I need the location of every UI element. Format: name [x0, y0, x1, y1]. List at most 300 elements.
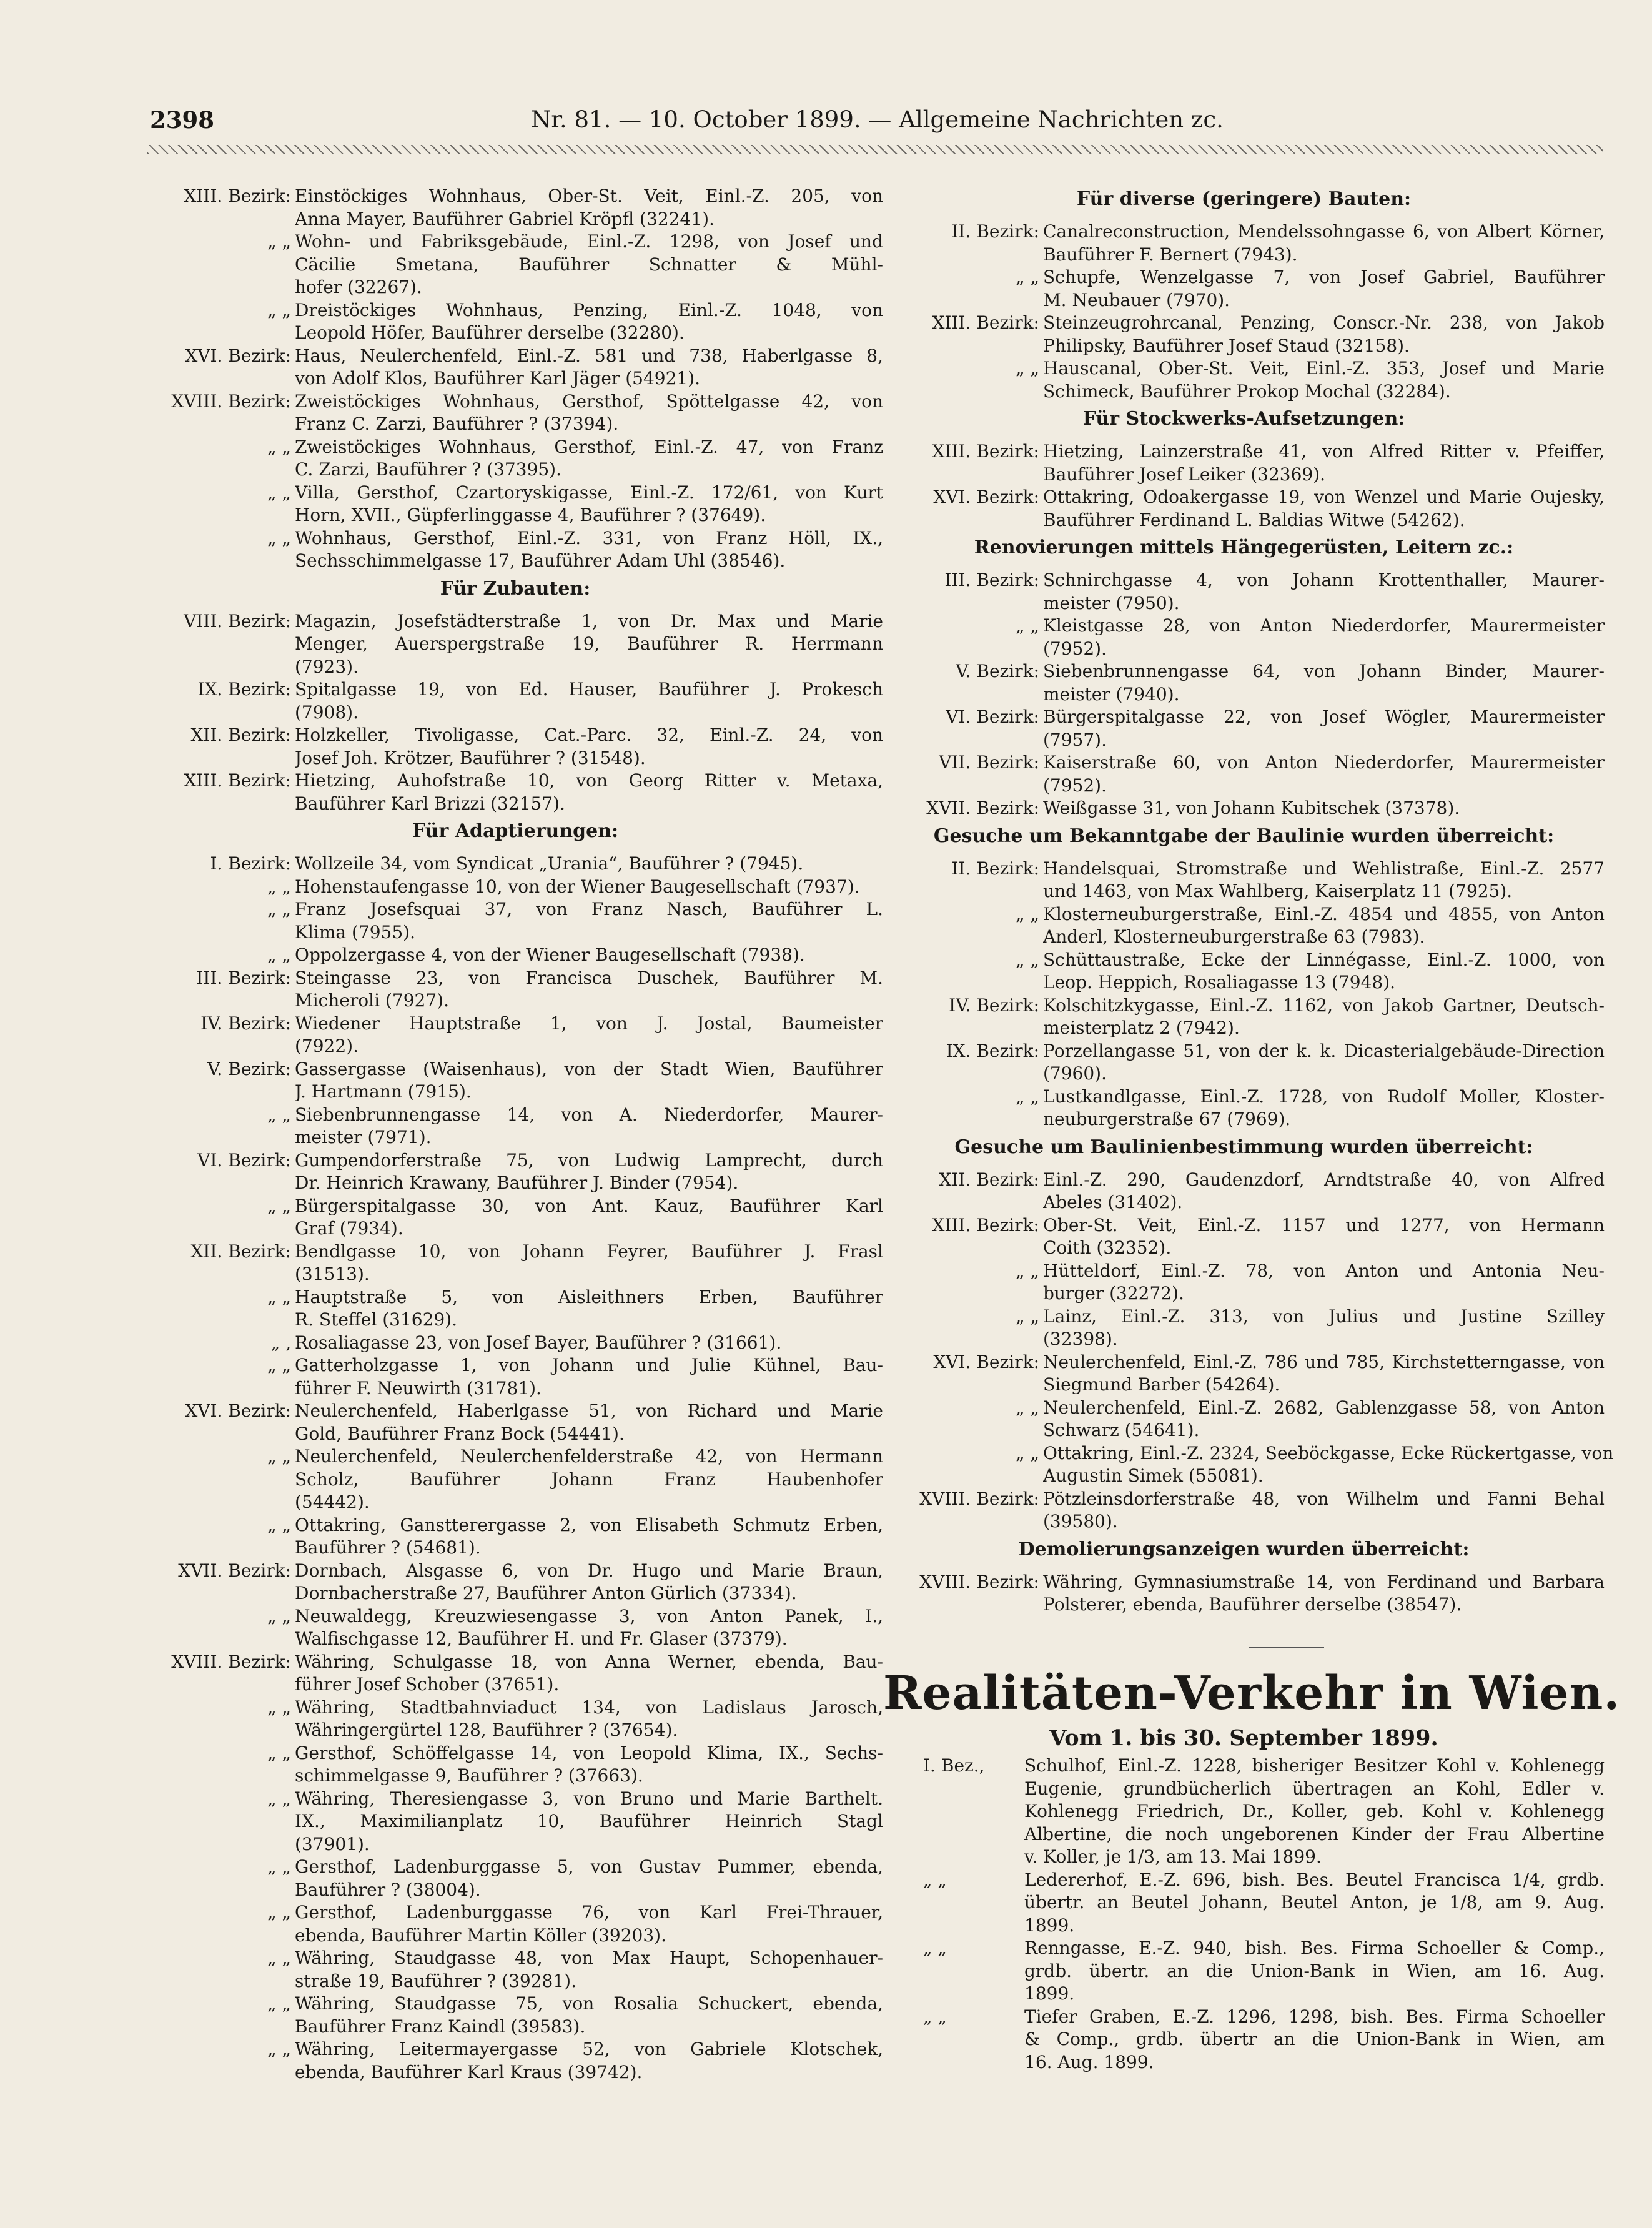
district-label: IX. Bezirk: — [946, 1040, 1039, 1061]
text-line: (7952). — [1043, 775, 1107, 796]
text-line: Leop. Heppich, Rosaliagasse 13 (7948). — [1043, 972, 1396, 993]
entry — [147, 876, 883, 899]
text-line: meisterplatz 2 (7942). — [1043, 1017, 1240, 1038]
district-label: III. Bezirk: — [196, 967, 291, 988]
left-column — [147, 185, 883, 2084]
text-line: (7957). — [1043, 729, 1107, 750]
entry — [883, 266, 1605, 312]
entry — [883, 706, 1605, 751]
text-line: straße 19, Bauführer ? (39281). — [295, 1970, 577, 1991]
text-line: Anna Mayer, Bauführer Gabriel Kröpfl (32241). — [295, 208, 715, 229]
entry-text — [295, 1149, 883, 1195]
text-line: Magazin, Josefstädterstraße 1, von Dr. Max und Marie — [295, 610, 883, 631]
text-line: Schwarz (54641). — [1043, 1420, 1200, 1440]
text-line: Bendlgasse 10, von Johann Feyrer, Bauführer J. Frasl — [295, 1240, 883, 1262]
text-line: Menger, Auerspergstraße 19, Bauführer R. Herrmann — [295, 633, 883, 654]
text-line: (32398). — [1043, 1329, 1118, 1349]
entry — [147, 527, 883, 573]
entry — [883, 797, 1605, 820]
entry-text — [1043, 751, 1605, 797]
text-line: führer Josef Schober (37651). — [295, 1674, 560, 1695]
text-line: Dornbach, Alsgasse 6, von Dr. Hugo und Marie Braun, — [295, 1560, 883, 1581]
right-column — [883, 183, 1614, 1617]
entry-text — [295, 299, 883, 345]
district-label: „ „ — [267, 527, 291, 548]
text-line: Anderl, Klosterneuburgerstraße 63 (7983). — [1043, 926, 1425, 947]
text-line: Hohenstaufengasse 10, von der Wiener Baugesellschaft (7937). — [295, 876, 860, 897]
district-label: XIII. Bezirk: — [932, 441, 1039, 462]
entry — [883, 1214, 1605, 1260]
district-label: XII. Bezirk: — [939, 1169, 1039, 1190]
district-label: „ „ — [267, 1902, 291, 1923]
entry-text — [295, 1947, 883, 1993]
text-line: von Adolf Klos, Bauführer Karl Jäger (54921). — [295, 368, 701, 389]
entry-text — [295, 1104, 883, 1149]
text-line: Graf (7934). — [295, 1218, 403, 1239]
district-label: XVII. Bezirk: — [926, 798, 1039, 818]
text-line: Philipsky, Bauführer Josef Staud (32158). — [1043, 335, 1410, 356]
district-label: II. Bezirk: — [951, 221, 1039, 242]
text-line: Siebenbrunnengasse 14, von A. Niederdorfer, Maurer- — [295, 1104, 883, 1125]
entry-text — [1043, 660, 1605, 706]
entry — [147, 1149, 883, 1195]
entry — [883, 569, 1605, 615]
entry — [147, 1993, 883, 2038]
entry — [147, 1947, 883, 1993]
entry — [147, 1104, 883, 1149]
district-label: IV. Bezirk: — [949, 994, 1039, 1016]
entry-text — [1043, 440, 1605, 486]
district-label: „ „ — [267, 1104, 291, 1125]
text-line: Schupfe, Wenzelgasse 7, von Josef Gabriel, Bauführer — [1043, 267, 1605, 287]
entry-text — [295, 724, 883, 770]
entry-text — [1043, 1305, 1605, 1351]
entry — [147, 1286, 883, 1332]
entry — [147, 853, 883, 876]
text-line: meister (7971). — [295, 1127, 432, 1147]
district-label: XIII. Bezirk: — [184, 186, 291, 206]
text-line: Ober-St. Veit, Einl.-Z. 1157 und 1277, von Hermann — [1043, 1214, 1605, 1235]
district-label: „ „ — [267, 1993, 291, 2014]
text-line: Canalreconstruction, Mendelssohngasse 6, von Albert Körner, — [1043, 221, 1605, 242]
district-label: „ „ — [267, 482, 291, 503]
text-line: Währing, Schulgasse 18, von Anna Werner, ebenda, Bau- — [295, 1651, 883, 1672]
text-line: Gassergasse (Waisenhaus), von der Stadt Wien, Bauführer — [295, 1058, 883, 1079]
entry — [883, 660, 1605, 706]
text-line: (7908). — [295, 701, 359, 723]
district-label: XVIII. Bezirk: — [919, 1488, 1039, 1509]
text-line: Eugenie, grundbücherlich übertragen an Kohl, Edler v. — [1024, 1778, 1605, 1799]
text-line: Bauführer Josef Leiker (32369). — [1043, 463, 1326, 485]
text-line: Währing, Theresiengasse 3, von Bruno und Marie Barthelt. — [295, 1788, 883, 1809]
text-line: Sechsschimmelgasse 17, Bauführer Adam Uhl (38546). — [295, 550, 786, 571]
entry — [883, 1305, 1605, 1351]
entry — [883, 1488, 1605, 1533]
page-number: 2398 — [150, 106, 214, 134]
entry-text — [1043, 1040, 1605, 1086]
district-label: „ „ — [267, 1286, 291, 1307]
entry — [147, 345, 883, 390]
entry — [147, 2038, 883, 2084]
text-line: Oppolzergasse 4, von der Wiener Baugesellschaft (7938). — [295, 944, 805, 965]
text-line: Pötzleinsdorferstraße 48, von Wilhelm und Fanni Behal — [1043, 1488, 1605, 1509]
entry — [147, 1514, 883, 1560]
district-label: „ „ — [267, 876, 291, 897]
text-line: Lustkandlgasse, Einl.-Z. 1728, von Rudolf Moller, Kloster- — [1043, 1086, 1605, 1107]
entry-text — [295, 1058, 883, 1104]
text-line: 1899. — [1024, 1914, 1075, 1936]
entry — [147, 482, 883, 527]
district-label: „ „ — [267, 2039, 291, 2059]
text-line: Zweistöckiges Wohnhaus, Gersthof, Einl.-Z. 47, von Franz — [295, 436, 883, 457]
entry — [147, 1400, 883, 1445]
entry-text — [1043, 1214, 1605, 1260]
entry-text — [1043, 949, 1605, 994]
entry — [147, 299, 883, 345]
text-line: Ottakring, Ganstterergasse 2, von Elisabeth Schmutz Erben, — [295, 1514, 883, 1535]
text-line: Gersthof, Schöffelgasse 14, von Leopold Klima, IX., Sechs- — [295, 1742, 883, 1763]
text-line: Coith (32352). — [1043, 1237, 1172, 1258]
entry — [883, 751, 1605, 797]
entry-text — [295, 1240, 883, 1286]
text-line: Polsterer, ebenda, Bauführer derselbe (38547). — [1043, 1594, 1462, 1615]
district-label: „ „ — [923, 2006, 947, 2027]
entry — [883, 1260, 1605, 1305]
district-label: II. Bezirk: — [951, 858, 1039, 879]
entry-text — [1024, 1937, 1605, 2006]
text-line: Kohlenegg Friedrich, Dr., Koller, geb. Kohl v. Kohlenegg — [1024, 1801, 1605, 1821]
entry — [147, 230, 883, 299]
entry-text — [1043, 1488, 1605, 1533]
entry — [883, 949, 1605, 994]
text-line: Wohn- und Fabriksgebäude, Einl.-Z. 1298, von Josef und — [295, 231, 883, 252]
text-line: Augustin Simek (55081). — [1043, 1465, 1264, 1486]
realitaeten-section — [883, 1665, 1621, 2074]
entry-text — [295, 1788, 883, 1856]
district-label: I. Bez., — [923, 1755, 985, 1776]
district-label: XVII. Bezirk: — [178, 1560, 291, 1581]
entry — [147, 1788, 883, 1856]
text-line: Zweistöckiges Wohnhaus, Gersthof, Spöttelgasse 42, von — [295, 390, 883, 412]
text-line: Porzellangasse 51, von der k. k. Dicasterialgebäude-Direction — [1043, 1040, 1605, 1061]
text-line: Haus, Neulerchenfeld, Einl.-Z. 581 und 738, Haberlgasse 8, — [295, 345, 883, 366]
entry — [883, 1571, 1605, 1617]
text-line: (7952). — [1043, 638, 1107, 659]
entry-text — [295, 1560, 883, 1605]
entry — [883, 1869, 1605, 1938]
entry — [147, 1856, 883, 1901]
entry-text — [295, 1605, 883, 1651]
district-label: III. Bezirk: — [944, 570, 1039, 590]
text-line: (54442). — [295, 1492, 370, 1512]
text-line: ebenda, Bauführer Karl Kraus (39742). — [295, 2061, 643, 2082]
entry-text — [1043, 486, 1605, 532]
entry-text — [295, 2038, 883, 2084]
text-line: (31513). — [295, 1264, 370, 1284]
entry — [883, 2006, 1605, 2074]
text-line: (39580). — [1043, 1511, 1118, 1532]
text-line: Hütteldorf, Einl.-Z. 78, von Anton und Antonia Neu- — [1043, 1260, 1605, 1281]
entry-text — [295, 482, 883, 527]
district-label: „ „ — [267, 231, 291, 252]
entry-text — [1043, 994, 1605, 1040]
text-line: Bauführer ? (38004). — [295, 1879, 481, 1900]
entry — [147, 724, 883, 770]
entry — [147, 1332, 883, 1355]
text-line: Neulerchenfeld, Haberlgasse 51, von Richard und Marie — [295, 1400, 883, 1421]
entry-text — [1043, 266, 1605, 312]
header-rule — [147, 145, 1603, 154]
district-label: „ „ — [267, 1856, 291, 1877]
text-line: Wohnhaus, Gersthof, Einl.-Z. 331, von Franz Höll, IX., — [295, 527, 883, 548]
entry — [883, 994, 1605, 1040]
text-line: Schüttaustraße, Ecke der Linnégasse, Einl.-Z. 1000, von — [1043, 949, 1605, 970]
entry — [147, 1445, 883, 1514]
district-label: „ „ — [1016, 1260, 1039, 1281]
entry — [883, 1040, 1605, 1086]
text-line: grdb. übertr. an die Union-Bank in Wien, am 16. Aug. — [1024, 1960, 1605, 1981]
text-line: Klima (7955). — [295, 921, 415, 943]
text-line: R. Steffel (31629). — [295, 1309, 458, 1330]
entry-text — [295, 1286, 883, 1332]
entry — [883, 858, 1605, 903]
section-heading: Gesuche um Bekanntgabe der Baulinie wurden überreicht: — [933, 824, 1555, 847]
district-label: XVI. Bezirk: — [933, 487, 1039, 507]
text-line: Einl.-Z. 290, Gaudenzdorf, Arndtstraße 40, von Alfred — [1043, 1169, 1605, 1190]
text-line: Ottakring, Odoakergasse 19, von Wenzel und Marie Oujesky, — [1043, 487, 1605, 507]
text-line: Währing, Staudgasse 75, von Rosalia Schuckert, ebenda, — [295, 1993, 883, 2014]
entry — [147, 1058, 883, 1104]
text-line: übertr. an Beutel Johann, Beutel Anton, je 1/8, am 9. Aug. — [1024, 1892, 1605, 1913]
entry-text — [1024, 2006, 1605, 2074]
text-line: Ottakring, Einl.-Z. 2324, Seeböckgasse, Ecke Rückertgasse, von — [1043, 1442, 1614, 1463]
text-line: (7960). — [1043, 1063, 1107, 1084]
text-line: Hauptstraße 5, von Aisleithners Erben, Bauführer — [295, 1286, 883, 1307]
entry-text — [295, 1013, 883, 1058]
text-line: v. Koller, je 1/3, am 13. Mai 1899. — [1024, 1846, 1322, 1867]
text-line: Gold, Bauführer Franz Bock (54441). — [295, 1423, 625, 1444]
entry-text — [295, 1696, 883, 1742]
entry — [147, 944, 883, 967]
text-line: Neulerchenfeld, Einl.-Z. 2682, Gablenzgasse 58, von Anton — [1043, 1397, 1605, 1418]
text-line: Rosaliagasse 23, von Josef Bayer, Bauführer ? (31661). — [295, 1332, 782, 1353]
entry — [147, 1605, 883, 1651]
entry-text — [1043, 706, 1605, 751]
section-heading: Für diverse (geringere) Bauten: — [1076, 188, 1412, 210]
text-line: meister (7950). — [1043, 592, 1180, 613]
entry-text — [295, 1514, 883, 1560]
entry-text — [295, 1354, 883, 1400]
entry-text — [295, 527, 883, 573]
text-line: Bürgerspitalgasse 22, von Josef Wögler, Maurermeister — [1043, 706, 1605, 727]
entry — [147, 390, 883, 436]
entry-text — [295, 345, 883, 390]
text-line: Walfischgasse 12, Bauführer H. und Fr. Glaser (37379). — [295, 1628, 788, 1649]
text-line: Währing, Leitermayergasse 52, von Gabriele Klotschek, — [295, 2039, 883, 2059]
text-line: Albertine, die noch ungeborenen Kinder der Frau Albertine — [1024, 1823, 1605, 1844]
text-line: Ledererhof, E.-Z. 696, bish. Bes. Beutel Francisca 1/4, grdb. — [1024, 1869, 1605, 1890]
entry-text — [1043, 903, 1605, 949]
entry-text — [295, 436, 883, 482]
entry-text — [295, 1400, 883, 1445]
text-line: Kleistgasse 28, von Anton Niederdorfer, Maurermeister — [1043, 615, 1605, 636]
district-label: VI. Bezirk: — [946, 706, 1039, 727]
text-line: Josef Joh. Krötzer, Bauführer ? (31548). — [295, 747, 646, 768]
realitaeten-subtitle: Vom 1. bis 30. September 1899. — [1049, 1725, 1438, 1751]
entry-text — [295, 876, 883, 899]
text-line: Neulerchenfeld, Einl.-Z. 786 und 785, Kirchstetterngasse, von — [1043, 1351, 1605, 1372]
text-line: Hauscanal, Ober-St. Veit, Einl.-Z. 353, Josef und Marie — [1043, 358, 1605, 379]
text-line: Gersthof, Ladenburggasse 5, von Gustav Pummer, ebenda, — [295, 1856, 883, 1877]
text-line: Schimeck, Bauführer Prokop Mochal (32284). — [1043, 380, 1451, 402]
entry — [147, 770, 883, 815]
district-label: „ „ — [1016, 949, 1039, 970]
text-line: Dr. Heinrich Krawany, Bauführer J. Binder (7954). — [295, 1172, 739, 1193]
text-line: hofer (32267). — [295, 277, 422, 297]
entry-text — [1043, 1169, 1605, 1214]
text-line: Einstöckiges Wohnhaus, Ober-St. Veit, Einl.-Z. 205, von — [295, 186, 883, 206]
text-line: Siebenbrunnengasse 64, von Johann Binder, Maurer- — [1043, 661, 1605, 681]
text-line: und 1463, von Max Wahlberg, Kaiserplatz 11 (7925). — [1043, 881, 1513, 901]
district-label: VII. Bezirk: — [939, 752, 1039, 773]
text-line: (37901). — [295, 1833, 370, 1854]
entry — [147, 610, 883, 679]
district-label: „ „ — [267, 1605, 291, 1626]
district-label: XIII. Bezirk: — [932, 1214, 1039, 1235]
district-label: XII. Bezirk: — [190, 725, 291, 745]
text-line: Scholz, Bauführer Johann Franz Haubenhofer — [295, 1468, 883, 1490]
entry — [883, 1937, 1605, 2006]
text-line: Kaiserstraße 60, von Anton Niederdorfer, Maurermeister — [1043, 752, 1605, 773]
text-line: Neuwaldegg, Kreuzwiesengasse 3, von Anton Panek, I., — [295, 1605, 883, 1626]
entry-text — [295, 610, 883, 679]
district-label: „ „ — [1016, 615, 1039, 636]
text-line: Bürgerspitalgasse 30, von Ant. Kauz, Bauführer Karl — [295, 1195, 883, 1216]
section-separator — [1249, 1647, 1324, 1648]
text-line: Wiedener Hauptstraße 1, von J. Jostal, Baumeister — [295, 1013, 883, 1034]
entry — [883, 1351, 1605, 1397]
text-line: Spitalgasse 19, von Ed. Hauser, Bauführer J. Prokesch — [295, 679, 883, 700]
entry — [147, 1354, 883, 1400]
district-label: „ „ — [267, 1742, 291, 1763]
entry-text — [1043, 220, 1605, 266]
entry-text — [295, 770, 883, 815]
entry-text — [1043, 1260, 1605, 1305]
text-line: Bauführer Ferdinand L. Baldias Witwe (54262). — [1043, 509, 1465, 530]
text-line: M. Neubauer (7970). — [1043, 289, 1230, 310]
text-line: Bauführer ? (54681). — [295, 1537, 481, 1558]
entry-text — [1043, 858, 1605, 903]
entry-text — [1043, 1571, 1605, 1617]
district-label: XII. Bezirk: — [190, 1240, 291, 1262]
district-label: XVIII. Bezirk: — [171, 1651, 291, 1672]
entry-text — [295, 678, 883, 724]
district-label: „ „ — [267, 1948, 291, 1968]
entry-text — [295, 853, 883, 876]
entry — [883, 312, 1605, 357]
district-label: „ „ — [1016, 1442, 1039, 1463]
entry-text — [295, 185, 883, 230]
entry — [883, 903, 1605, 949]
text-line: führer F. Neuwirth (31781). — [295, 1377, 542, 1399]
entry — [147, 967, 883, 1013]
district-label: „ „ — [1016, 1086, 1039, 1107]
district-label: „ ‚ — [270, 1332, 291, 1353]
entry-text — [295, 898, 883, 944]
entry-text — [295, 1856, 883, 1901]
text-line: neuburgerstraße 67 (7969). — [1043, 1109, 1291, 1129]
entry — [147, 1651, 883, 1696]
text-line: Währingergürtel 128, Bauführer ? (37654). — [295, 1720, 678, 1740]
entry-text — [1043, 1351, 1605, 1397]
text-line: Weißgasse 31, von Johann Kubitschek (37378). — [1043, 798, 1460, 818]
entry-text — [1043, 1086, 1605, 1131]
entry — [147, 898, 883, 944]
text-line: Villa, Gersthof, Czartoryskigasse, Einl.-Z. 172/61, von Kurt — [295, 482, 883, 503]
text-line: Siegmund Barber (54264). — [1043, 1374, 1280, 1395]
entry — [883, 615, 1605, 660]
district-label: „ „ — [923, 1938, 947, 1958]
text-line: Hietzing, Auhofstraße 10, von Georg Ritter v. Metaxa, — [295, 770, 883, 791]
entry — [883, 486, 1605, 532]
entry-text — [1024, 1755, 1605, 1869]
district-label: „ „ — [1016, 267, 1039, 287]
district-label: „ „ — [1016, 1305, 1039, 1327]
entry — [883, 1169, 1605, 1214]
text-line: Dornbacherstraße 27, Bauführer Anton Gürlich (37334). — [295, 1583, 797, 1603]
district-label: XVI. Bezirk: — [185, 1400, 291, 1421]
district-label: „ „ — [1016, 1397, 1039, 1418]
text-line: Gersthof, Ladenburggasse 76, von Karl Frei-Thrauer, — [295, 1902, 883, 1923]
text-line: Dreistöckiges Wohnhaus, Penzing, Einl.-Z. 1048, von — [295, 299, 883, 320]
text-line: C. Zarzi, Bauführer ? (37395). — [295, 459, 561, 480]
entry — [883, 440, 1605, 486]
entry-text — [295, 1742, 883, 1788]
district-label: V. Bezirk: — [956, 661, 1039, 681]
text-line: Schnirchgasse 4, von Johann Krottenthaller, Maurer- — [1043, 570, 1605, 590]
district-label: XVI. Bezirk: — [933, 1351, 1039, 1372]
text-line: Steingasse 23, von Francisca Duschek, Bauführer M. — [295, 967, 883, 988]
district-label: „ „ — [1016, 358, 1039, 379]
district-label: „ „ — [267, 1788, 291, 1809]
section-heading: Für Stockwerks-Aufsetzungen: — [1082, 408, 1405, 430]
entry — [883, 1397, 1605, 1442]
entry-text — [295, 1651, 883, 1696]
entry — [147, 1240, 883, 1286]
text-line: Klosterneuburgerstraße, Einl.-Z. 4854 und 4855, von Anton — [1043, 903, 1605, 924]
district-label: „ „ — [267, 1446, 291, 1467]
entry-text — [1043, 357, 1605, 403]
entry — [147, 1742, 883, 1788]
entry-text — [295, 1195, 883, 1240]
district-label: „ „ — [923, 1869, 947, 1890]
entry — [147, 1013, 883, 1058]
realitaeten-entries — [883, 1755, 1605, 2074]
entry — [883, 1442, 1614, 1488]
district-label: VI. Bezirk: — [197, 1149, 291, 1171]
text-line: Bauführer Karl Brizzi (32157). — [295, 793, 565, 814]
section-heading: Demolierungsanzeigen wurden überreicht: — [1018, 1538, 1470, 1560]
entry-text — [295, 390, 883, 436]
district-label: IX. Bezirk: — [197, 679, 291, 700]
running-title: Nr. 81. — 10. October 1899. — Allgemeine Nachrichten zc. — [531, 106, 1224, 133]
district-label: XIII. Bezirk: — [932, 312, 1039, 333]
entry — [147, 1901, 883, 1947]
district-label: IV. Bezirk: — [200, 1013, 291, 1034]
text-line: Währing, Stadtbahnviaduct 134, von Ladislaus Jarosch, — [295, 1696, 883, 1718]
entry-text — [295, 967, 883, 1013]
text-line: schimmelgasse 9, Bauführer ? (37663). — [295, 1765, 643, 1786]
